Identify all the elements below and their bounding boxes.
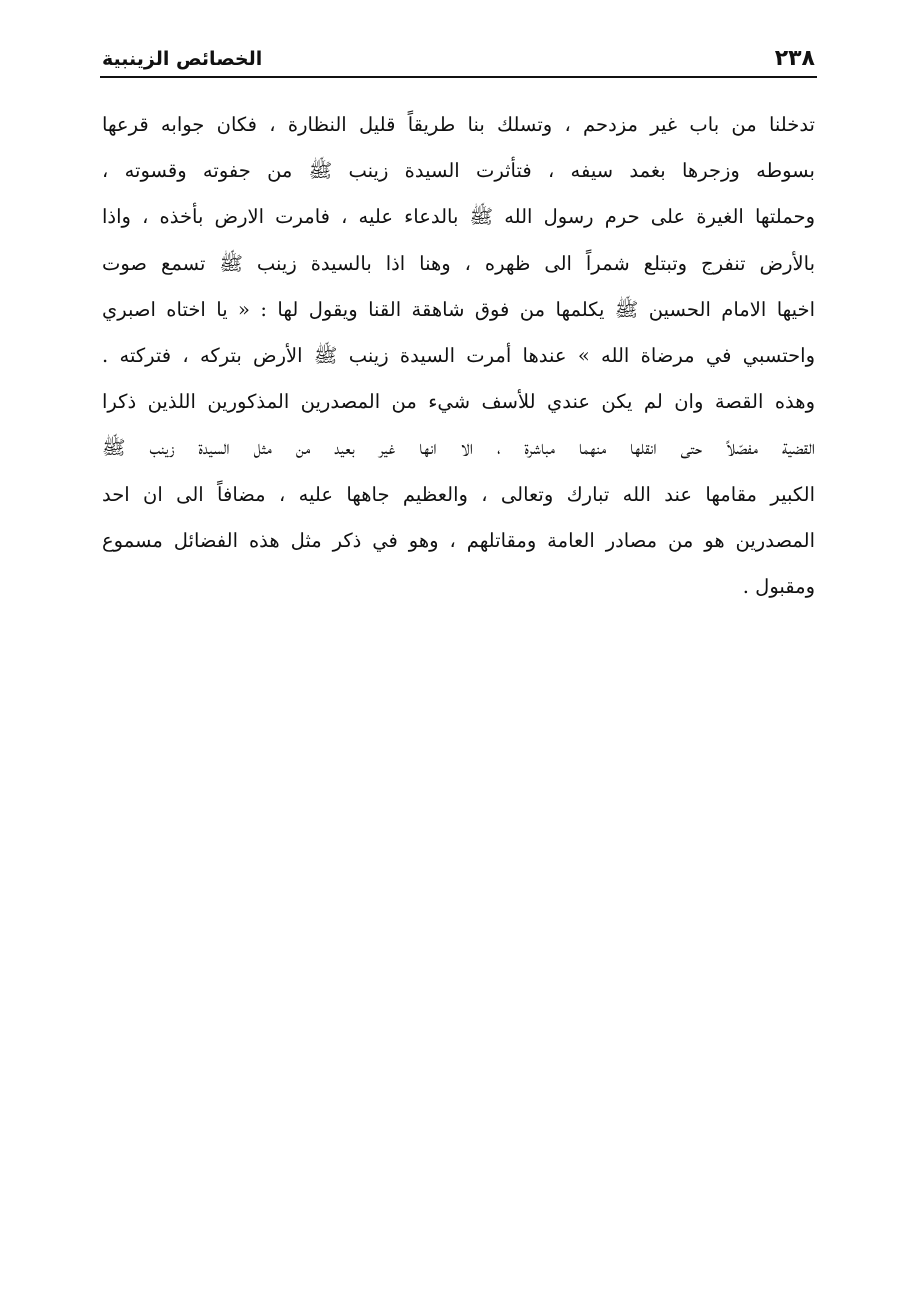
text-line: واحتسبي في مرضاة الله » عندها أمرت السيدة زينب ﷺ الأرض بتركه ، فتركته . [102,344,815,368]
text-line: وحملتها الغيرة على حرم رسول الله ﷺ بالدعاء عليه ، فامرت الارض بأخذه ، واذا [102,205,815,229]
text-line: اخيها الامام الحسين ﷺ يكلمها من فوق شاهقة القنا ويقول لها : « يا اختاه اصبري [102,297,815,321]
body-text [102,102,815,610]
book-title: الخصائص الزينبية [102,48,263,70]
text-line: الكبير مقامها عند الله تبارك وتعالى ، والعظيم جاهها عليه ، مضافاً الى ان احد [102,482,815,506]
text-line: بالأرض تنفرج وتبتلع شمراً الى ظهره ، وهنا اذا بالسيدة زينب ﷺ تسمع صوت [102,251,815,275]
text-line: بسوطه وزجرها بغمد سيفه ، فتأثرت السيدة زينب ﷺ من جفوته وقسوته ، [102,159,815,183]
text-line: تدخلنا من باب غير مزدحم ، وتسلك بنا طريقاً قليل النظارة ، فكان جوابه قرعها [102,113,815,136]
text-line: المصدرين هو من مصادر العامة ومقاتلهم ، وهو في ذكر مثل هذه الفضائل مسموع [102,528,815,552]
text-line: ومقبول . [742,575,815,599]
running-head [102,34,815,74]
page-number: ٢٣٨ [774,46,815,71]
text-line: وهذه القصة وان لم يكن عندي للأسف شيء من المصدرين المذكورين اللذين ذكرا [102,390,815,414]
header-rule [100,76,817,78]
text-line: القضية مفصّلاً حتى انقلها منهما مباشرة ، الا انها غير بعيد من مثل السيدة زينب ﷺ [102,436,815,460]
